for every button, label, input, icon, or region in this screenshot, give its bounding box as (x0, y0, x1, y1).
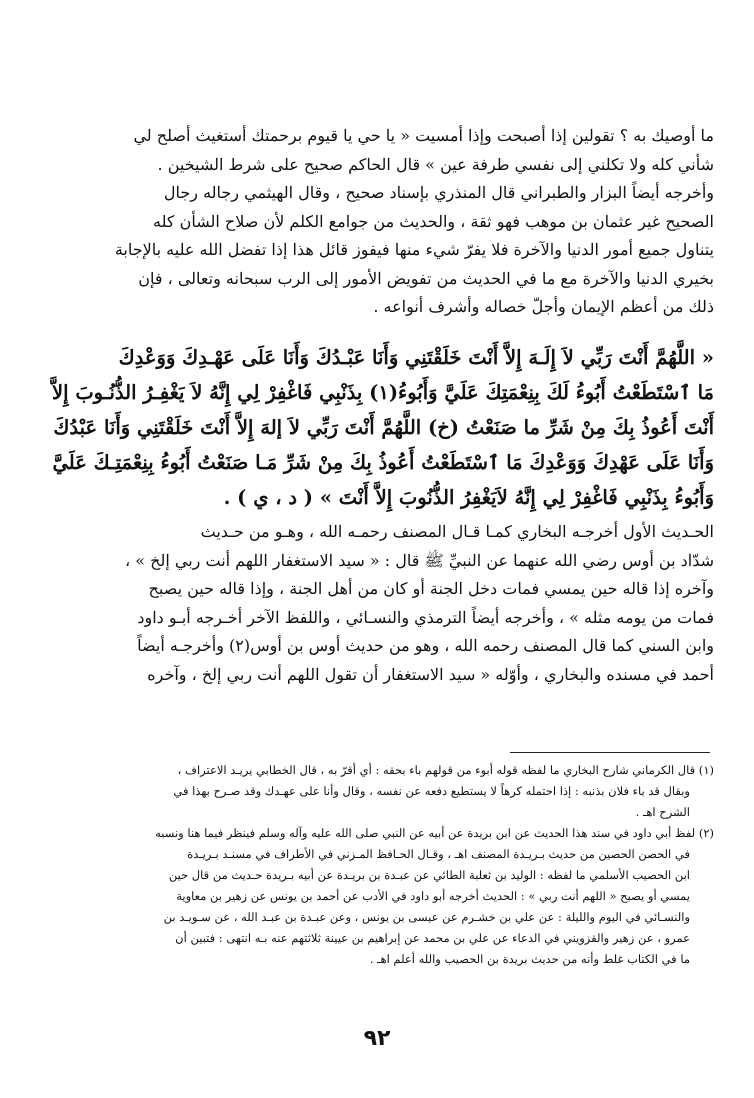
text-line: الحـديث الأول أخرجـه البخاري كمـا قـال المصنف رحمـه الله ، وهـو من حـديث (200, 522, 714, 541)
hadith-line: « اللَّهُمَّ أَنْتَ رَبِّي لاَ إِلَـهَ إِلاَّ أَنْتَ خَلَقْتَنِي وَأَنَا عَبْـدُكَ وَأَنَا عَلَى عَهْـدِكَ وَوَعْدِكَ (118, 346, 714, 369)
text-line: شدّاد بن أوس رضي الله عنهما عن النبيِّ ﷺ قال : « سيد الاستغفار اللهم أنت ربي إلخ » ، (125, 550, 714, 570)
footnote-line: وبقال قد باء فلان بذنبه : إذا احتمله كرهاً لا يستطيع دفعه عن نفسه ، وقال وأنا على عهـدك وقد صـرح بهذا في (173, 784, 690, 798)
footnote-1 (94, 760, 714, 823)
footnotes (94, 760, 714, 970)
footnote-line: والنسـائي في اليوم والليلة : عن علي بن خشـرم عن عيسى بن يونس ، وعن عبـدة بن عبـد الله ، عن سـويـد بن (163, 910, 690, 924)
hadith-line: وَأَنَا عَلَى عَهْدِكَ وَوَعْدِكَ مَا ٱسْتَطَعْتُ أَعُوذُ بِكَ مِنْ شَرِّ مَـا صَنَعْتُ أَبُوءُ بِنِعْمَتِـكَ عَلَيَّ (52, 451, 714, 474)
text-line: يتناول جميع أمور الدنيا والآخرة فلا يفرّ شيء منها فيفوز قائل هذا إذا تفضل الله عليه بالإجابة (114, 240, 714, 259)
text-line: ما أوصيك به ؟ تقولين إذا أصبحت وإذا أمسيت « يا حي يا قيوم برحمتك أستغيث أصلح لي (133, 126, 714, 145)
text-line: شأني كله ولا تكلني إلى نفسي طرفة عين » قال الحاكم صحيح على شرط الشيخين . (157, 154, 714, 174)
text-line: أحمد في مسنده والبخاري ، وأوّله « سيد الاستغفار أن تقول اللهم أنت ربي إلخ ، وآخره (147, 664, 714, 684)
footnote-line: عمرو ، عن زهير والقزويني في الدعاء عن علي بن محمد عن إبراهيم بن عيينة ثلاثتهم عنه بـه انتهى : فتبين أن (175, 931, 690, 945)
text-line: وآخره إذا قاله حين يمسي فمات دخل الجنة أو كان من أهل الجنة ، وإذا قاله حين يصبح (148, 579, 714, 598)
text-line: الصحيح غير عثمان بن موهب فهو ثقة ، والحديث من جوامع الكلم لأن صلاح الشأن كله (153, 211, 714, 231)
hadith-line: وَأَبُوءُ بِذَنْبِي فَاغْفِرْ لِي إِنَّهُ لاَيَغْفِرُ الذُّنُوبَ إِلاَّ أَنْتَ » ( د ، ي ) . (223, 486, 714, 509)
hadith-supplication-block (52, 340, 714, 515)
footnote-line: يمسي أو يصبح « اللهم أنت ربي » : الحديث أخرجه أبو داود في الأدب عن أحمد بن يونس عن زهير بن معاوية (176, 889, 690, 903)
footnote-line: في الحصن الحصين من حديث بـريـدة المصنف اهـ ، وقـال الحـافظ المـزني في الأطراف في مسنـد بـريـدة (187, 847, 690, 861)
footnote-line: ابن الحصيب الأسلمي ما لفظه : الوليد بن ثعلبة الطائي عن عبـدة بن بريـدة عن أبيه بـريدة حـديث من قال حين (168, 868, 690, 882)
footnote-2 (94, 823, 714, 970)
footnote-line: (٢) لفظ أبي داود في سند هذا الحديث عن ابن بريدة عن أبيه عن النبي صلى الله عليه وآله وسلم فينظر فيما هنا ونسبه (155, 826, 714, 840)
footnote-line: ما في الكتاب غلط وأنه من حديث بريدة بن الحصيب والله أعلم اهـ . (369, 952, 690, 966)
body-paragraph-1 (96, 122, 714, 322)
footnote-separator (510, 752, 710, 753)
text-line: بخيري الدنيا والآخرة مع ما في الحديث من تفويض الأمور إلى الرب سبحانه وتعالى ، فإن (138, 268, 714, 288)
footnote-line: الشرح اهـ . (635, 805, 690, 819)
hadith-line: أَنْتَ أَعُوذُ بِكَ مِنْ شَرِّ ما صَنَعْتُ (خ) اللَّهُمَّ أَنْتَ رَبِّي لاَ إلهَ إِلاَّ أَنْتَ خَلَقْتَنِي وَأَنَا عَبْدُكَ (53, 416, 714, 439)
hadith-line: مَا ٱسْتَطَعْتُ أَبُوءُ لَكَ بِنِعْمَتِكَ عَلَيَّ وَأَبُوءُ(١) بِذَنْبِي فَاغْفِرْ لِي إِنَّهُ لاَ يَغْفِـرُ الذُّنُـوبَ إِلاَّ (52, 381, 714, 404)
body-paragraph-2 (96, 518, 714, 689)
page-number: ٩٢ (363, 1026, 391, 1051)
text-line: وأخرجه أيضاً البزار والطبراني قال المنذري بإسناد صحيح ، وقال الهيثمي رجاله رجال (163, 183, 714, 202)
text-line: ذلك من أعظم الإيمان وأجلّ خصاله وأشرف أنواعه . (373, 297, 714, 316)
text-line: وابن السني كما قال المصنف رحمه الله ، وهو من حديث أوس بن أوس(٢) وأخرجـه أيضاً (137, 636, 714, 655)
text-line: فمات من يومه مثله » ، وأخرجه أيضاً الترمذي والنسـائي ، واللفظ الآخر أخـرجه أبـو داود (137, 607, 714, 627)
footnote-line: (١) قال الكرماني شارح البخاري ما لفظه قوله أبوء من قولهم باء بحقه : أي أقرّ به ، قال الخطابي يريـد الاعتراف ، (177, 763, 714, 777)
